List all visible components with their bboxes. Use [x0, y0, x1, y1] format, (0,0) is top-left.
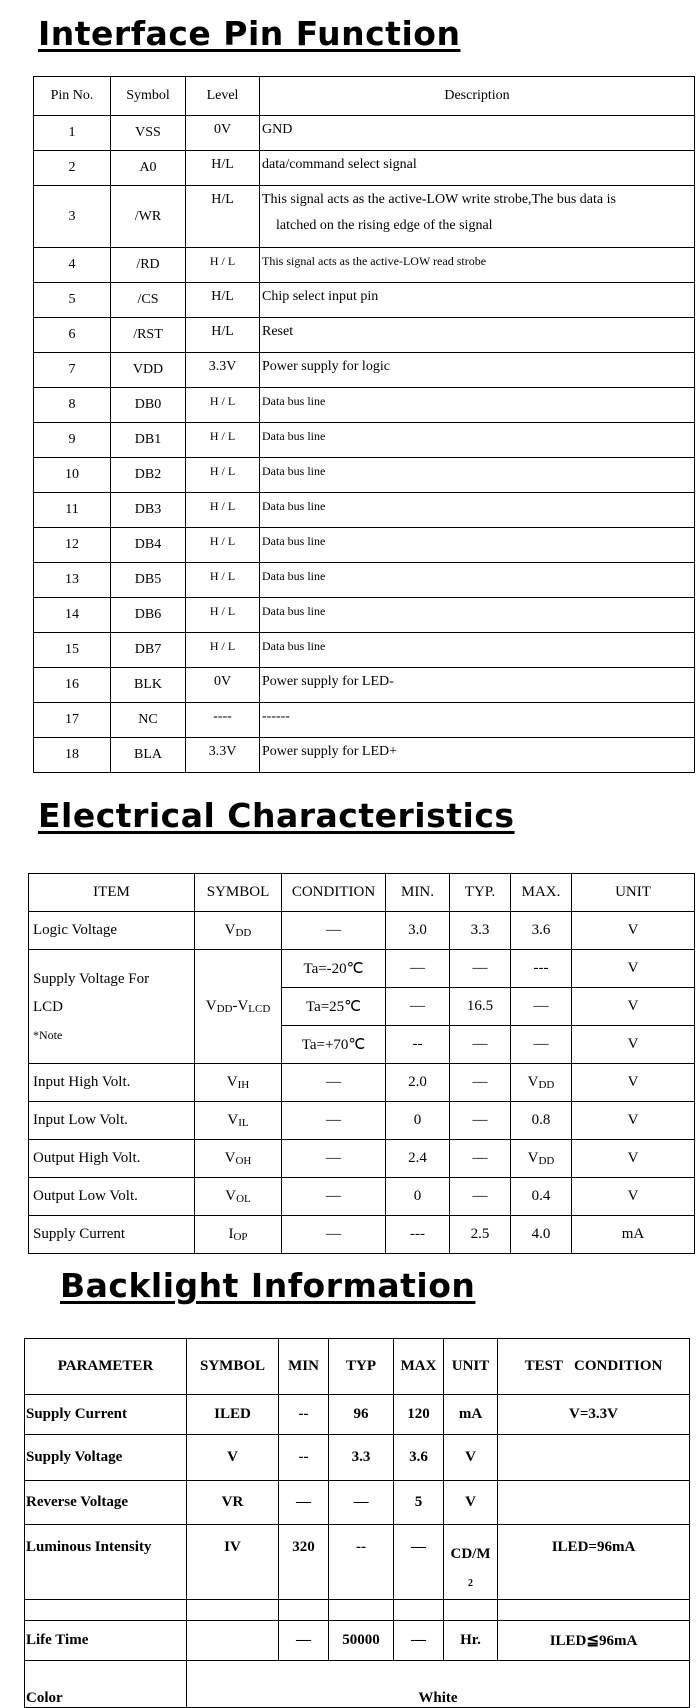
param-cell: Color — [25, 1661, 187, 1708]
header-description: Description — [260, 77, 695, 116]
table-row — [34, 598, 695, 633]
max-cell: 0.4 — [511, 1178, 572, 1216]
table-row — [25, 1395, 690, 1435]
item-cell: Supply Voltage For LCD *Note — [29, 950, 195, 1064]
pin-function-table — [33, 76, 695, 773]
min-cell: -- — [386, 1026, 450, 1064]
pin-description-cell: ------ — [260, 703, 695, 738]
condition-cell: — — [282, 912, 386, 950]
table-row — [34, 186, 695, 248]
item-cell: Input Low Volt. — [29, 1102, 195, 1140]
pin-symbol-cell: DB3 — [111, 493, 186, 528]
pin-number-cell: 10 — [34, 458, 111, 493]
pin-level-cell: 0V — [186, 116, 260, 151]
pin-symbol-cell: /WR — [111, 186, 186, 248]
pin-number-cell: 1 — [34, 116, 111, 151]
table-row — [34, 493, 695, 528]
table-row — [25, 1621, 690, 1661]
header-min: MIN. — [386, 874, 450, 912]
pin-level-cell: H / L — [186, 633, 260, 668]
pin-level-cell: 3.3V — [186, 738, 260, 773]
condition-cell: — — [282, 1178, 386, 1216]
min-cell: 2.4 — [386, 1140, 450, 1178]
typ-cell: 3.3 — [450, 912, 511, 950]
table-row — [34, 633, 695, 668]
pin-symbol-cell: A0 — [111, 151, 186, 186]
header-max: MAX — [394, 1339, 444, 1395]
param-cell: Supply Voltage — [25, 1435, 187, 1481]
table-row — [29, 1064, 695, 1102]
unit-cell: V — [572, 1178, 695, 1216]
header-typ: TYP — [329, 1339, 394, 1395]
pin-description-cell: Data bus line — [260, 633, 695, 668]
symbol-cell: VDD-VLCD — [195, 950, 282, 1064]
spacer-row — [25, 1600, 690, 1621]
symbol-cell: VR — [187, 1481, 279, 1525]
unit-cell: V — [572, 1026, 695, 1064]
condition-cell: Ta=+70℃ — [282, 1026, 386, 1064]
item-cell: Logic Voltage — [29, 912, 195, 950]
pin-symbol-cell: DB7 — [111, 633, 186, 668]
pin-number-cell: 7 — [34, 353, 111, 388]
pin-number-cell: 13 — [34, 563, 111, 598]
min-cell: -- — [279, 1435, 329, 1481]
table-row — [29, 912, 695, 950]
pin-number-cell: 6 — [34, 318, 111, 353]
header-level: Level — [186, 77, 260, 116]
condition-cell: ILED=96mA — [498, 1525, 690, 1600]
typ-cell: — — [450, 950, 511, 988]
pin-number-cell: 18 — [34, 738, 111, 773]
table-row — [34, 318, 695, 353]
symbol-cell — [187, 1621, 279, 1661]
typ-cell: 2.5 — [450, 1216, 511, 1254]
electrical-table — [28, 873, 695, 1254]
max-cell: 120 — [394, 1395, 444, 1435]
pin-number-cell: 16 — [34, 668, 111, 703]
header-min: MIN — [279, 1339, 329, 1395]
pin-number-cell: 11 — [34, 493, 111, 528]
condition-cell: V=3.3V — [498, 1395, 690, 1435]
symbol-cell: IV — [187, 1525, 279, 1600]
symbol-cell: VOL — [195, 1178, 282, 1216]
pin-description-cell: Data bus line — [260, 598, 695, 633]
typ-cell: — — [450, 1102, 511, 1140]
table-header-row — [25, 1339, 690, 1395]
unit-cell: Hr. — [444, 1621, 498, 1661]
pin-symbol-cell: DB0 — [111, 388, 186, 423]
table-row — [25, 1435, 690, 1481]
symbol-cell: V — [187, 1435, 279, 1481]
pin-description-cell: Data bus line — [260, 563, 695, 598]
param-cell: Reverse Voltage — [25, 1481, 187, 1525]
header-symbol: SYMBOL — [187, 1339, 279, 1395]
symbol-cell: VIL — [195, 1102, 282, 1140]
unit-cell: V — [572, 1140, 695, 1178]
pin-description-cell: Data bus line — [260, 493, 695, 528]
backlight-table — [24, 1338, 690, 1708]
table-row — [34, 116, 695, 151]
pin-symbol-cell: VDD — [111, 353, 186, 388]
typ-cell: — — [450, 1140, 511, 1178]
param-cell: Supply Current — [25, 1395, 187, 1435]
table-row — [34, 353, 695, 388]
header-symbol: Symbol — [111, 77, 186, 116]
min-cell: 320 — [279, 1525, 329, 1600]
condition-cell: — — [282, 1140, 386, 1178]
pin-symbol-cell: /RD — [111, 248, 186, 283]
pin-level-cell: ---- — [186, 703, 260, 738]
table-row — [25, 1525, 690, 1600]
condition-cell: — — [282, 1102, 386, 1140]
min-cell: 0 — [386, 1178, 450, 1216]
table-row — [29, 1216, 695, 1254]
pin-description-cell: Data bus line — [260, 458, 695, 493]
pin-description-cell: Power supply for logic — [260, 353, 695, 388]
param-cell: Luminous Intensity — [25, 1525, 187, 1600]
pin-symbol-cell: BLK — [111, 668, 186, 703]
pin-level-cell: H / L — [186, 388, 260, 423]
max-cell: — — [394, 1621, 444, 1661]
unit-cell: CD/M 2 — [444, 1525, 498, 1600]
header-typ: TYP. — [450, 874, 511, 912]
table-row — [34, 388, 695, 423]
symbol-cell: VOH — [195, 1140, 282, 1178]
pin-level-cell: H / L — [186, 248, 260, 283]
condition-cell — [498, 1481, 690, 1525]
unit-cell: V — [572, 1064, 695, 1102]
unit-cell: mA — [444, 1395, 498, 1435]
pin-level-cell: H / L — [186, 598, 260, 633]
pin-level-cell: H / L — [186, 423, 260, 458]
header-unit: UNIT — [572, 874, 695, 912]
max-cell: 3.6 — [394, 1435, 444, 1481]
pin-description-cell: Data bus line — [260, 388, 695, 423]
pin-number-cell: 17 — [34, 703, 111, 738]
table-row — [34, 703, 695, 738]
min-cell: — — [279, 1481, 329, 1525]
pin-level-cell: H / L — [186, 528, 260, 563]
max-cell: — — [511, 988, 572, 1026]
typ-cell: 50000 — [329, 1621, 394, 1661]
param-cell: Life Time — [25, 1621, 187, 1661]
unit-cell: V — [572, 912, 695, 950]
pin-symbol-cell: BLA — [111, 738, 186, 773]
unit-cell: V — [444, 1481, 498, 1525]
min-cell: — — [279, 1621, 329, 1661]
max-cell: 0.8 — [511, 1102, 572, 1140]
pin-number-cell: 9 — [34, 423, 111, 458]
max-cell: --- — [511, 950, 572, 988]
pin-description-cell: Power supply for LED+ — [260, 738, 695, 773]
pin-symbol-cell: DB4 — [111, 528, 186, 563]
header-pin-no: Pin No. — [34, 77, 111, 116]
max-cell: — — [394, 1525, 444, 1600]
pin-number-cell: 14 — [34, 598, 111, 633]
table-row — [34, 458, 695, 493]
table-row — [34, 423, 695, 458]
header-test-condition: TEST CONDITION — [498, 1339, 690, 1395]
pin-number-cell: 3 — [34, 186, 111, 248]
condition-cell: — — [282, 1216, 386, 1254]
min-cell: — — [386, 988, 450, 1026]
pin-description-cell: Data bus line — [260, 528, 695, 563]
max-cell: 4.0 — [511, 1216, 572, 1254]
typ-cell: — — [450, 1064, 511, 1102]
backlight-title: Backlight Information — [60, 1266, 476, 1305]
pin-level-cell: H/L — [186, 318, 260, 353]
condition-cell: Ta=-20℃ — [282, 950, 386, 988]
max-cell: VDD — [511, 1140, 572, 1178]
pin-symbol-cell: DB6 — [111, 598, 186, 633]
pin-level-cell: 3.3V — [186, 353, 260, 388]
table-row — [34, 248, 695, 283]
pin-symbol-cell: DB1 — [111, 423, 186, 458]
table-row — [29, 950, 695, 988]
table-row — [34, 283, 695, 318]
min-cell: 2.0 — [386, 1064, 450, 1102]
pin-level-cell: H/L — [186, 283, 260, 318]
electrical-title: Electrical Characteristics — [38, 796, 515, 835]
min-cell: 0 — [386, 1102, 450, 1140]
item-cell: Output High Volt. — [29, 1140, 195, 1178]
item-cell: Supply Current — [29, 1216, 195, 1254]
symbol-cell: ILED — [187, 1395, 279, 1435]
max-cell: VDD — [511, 1064, 572, 1102]
typ-cell: -- — [329, 1525, 394, 1600]
typ-cell: — — [450, 1178, 511, 1216]
pin-number-cell: 2 — [34, 151, 111, 186]
pin-level-cell: H/L — [186, 151, 260, 186]
table-row — [29, 1178, 695, 1216]
max-cell: 5 — [394, 1481, 444, 1525]
pin-symbol-cell: DB5 — [111, 563, 186, 598]
header-item: ITEM — [29, 874, 195, 912]
pin-symbol-cell: VSS — [111, 116, 186, 151]
pin-number-cell: 8 — [34, 388, 111, 423]
max-cell: 3.6 — [511, 912, 572, 950]
typ-cell: — — [450, 1026, 511, 1064]
min-cell: — — [386, 950, 450, 988]
typ-cell: 96 — [329, 1395, 394, 1435]
pin-description-cell: This signal acts as the active-LOW read strobe — [260, 248, 695, 283]
symbol-cell: VDD — [195, 912, 282, 950]
condition-cell: ILED≦96mA — [498, 1621, 690, 1661]
pin-level-cell: H/L — [186, 186, 260, 248]
unit-cell: mA — [572, 1216, 695, 1254]
pin-level-cell: H / L — [186, 563, 260, 598]
min-cell: --- — [386, 1216, 450, 1254]
pin-description-cell: GND — [260, 116, 695, 151]
table-row — [34, 738, 695, 773]
table-row — [25, 1661, 690, 1708]
header-parameter: PARAMETER — [25, 1339, 187, 1395]
typ-cell: 3.3 — [329, 1435, 394, 1481]
pin-level-cell: H / L — [186, 458, 260, 493]
condition-cell: — — [282, 1064, 386, 1102]
header-condition: CONDITION — [282, 874, 386, 912]
min-cell: 3.0 — [386, 912, 450, 950]
typ-cell: 16.5 — [450, 988, 511, 1026]
pin-number-cell: 12 — [34, 528, 111, 563]
max-cell: — — [511, 1026, 572, 1064]
unit-cell: V — [572, 988, 695, 1026]
table-row — [34, 563, 695, 598]
condition-cell — [498, 1435, 690, 1481]
pin-function-title: Interface Pin Function — [38, 14, 461, 53]
condition-cell: Ta=25℃ — [282, 988, 386, 1026]
typ-cell: — — [329, 1481, 394, 1525]
pin-description-cell: Data bus line — [260, 423, 695, 458]
pin-symbol-cell: /CS — [111, 283, 186, 318]
pin-symbol-cell: DB2 — [111, 458, 186, 493]
table-row — [34, 528, 695, 563]
min-cell: -- — [279, 1395, 329, 1435]
pin-description-cell: This signal acts as the active-LOW write strobe,The bus data is latched on the rising edge of the signal — [260, 186, 695, 248]
pin-description-cell: Power supply for LED- — [260, 668, 695, 703]
table-row — [34, 668, 695, 703]
table-row — [29, 1102, 695, 1140]
symbol-cell: VIH — [195, 1064, 282, 1102]
table-header-row — [34, 77, 695, 116]
pin-number-cell: 15 — [34, 633, 111, 668]
pin-level-cell: H / L — [186, 493, 260, 528]
pin-symbol-cell: /RST — [111, 318, 186, 353]
unit-cell: V — [444, 1435, 498, 1481]
table-row — [34, 151, 695, 186]
pin-number-cell: 4 — [34, 248, 111, 283]
table-row — [29, 1140, 695, 1178]
pin-level-cell: 0V — [186, 668, 260, 703]
header-symbol: SYMBOL — [195, 874, 282, 912]
item-cell: Output Low Volt. — [29, 1178, 195, 1216]
color-value-cell: White — [187, 1661, 690, 1708]
table-row — [25, 1481, 690, 1525]
symbol-cell: IOP — [195, 1216, 282, 1254]
pin-description-cell: data/command select signal — [260, 151, 695, 186]
header-unit: UNIT — [444, 1339, 498, 1395]
table-header-row — [29, 874, 695, 912]
pin-description-cell: Chip select input pin — [260, 283, 695, 318]
unit-cell: V — [572, 1102, 695, 1140]
unit-cell: V — [572, 950, 695, 988]
header-max: MAX. — [511, 874, 572, 912]
pin-symbol-cell: NC — [111, 703, 186, 738]
pin-description-cell: Reset — [260, 318, 695, 353]
pin-number-cell: 5 — [34, 283, 111, 318]
item-cell: Input High Volt. — [29, 1064, 195, 1102]
